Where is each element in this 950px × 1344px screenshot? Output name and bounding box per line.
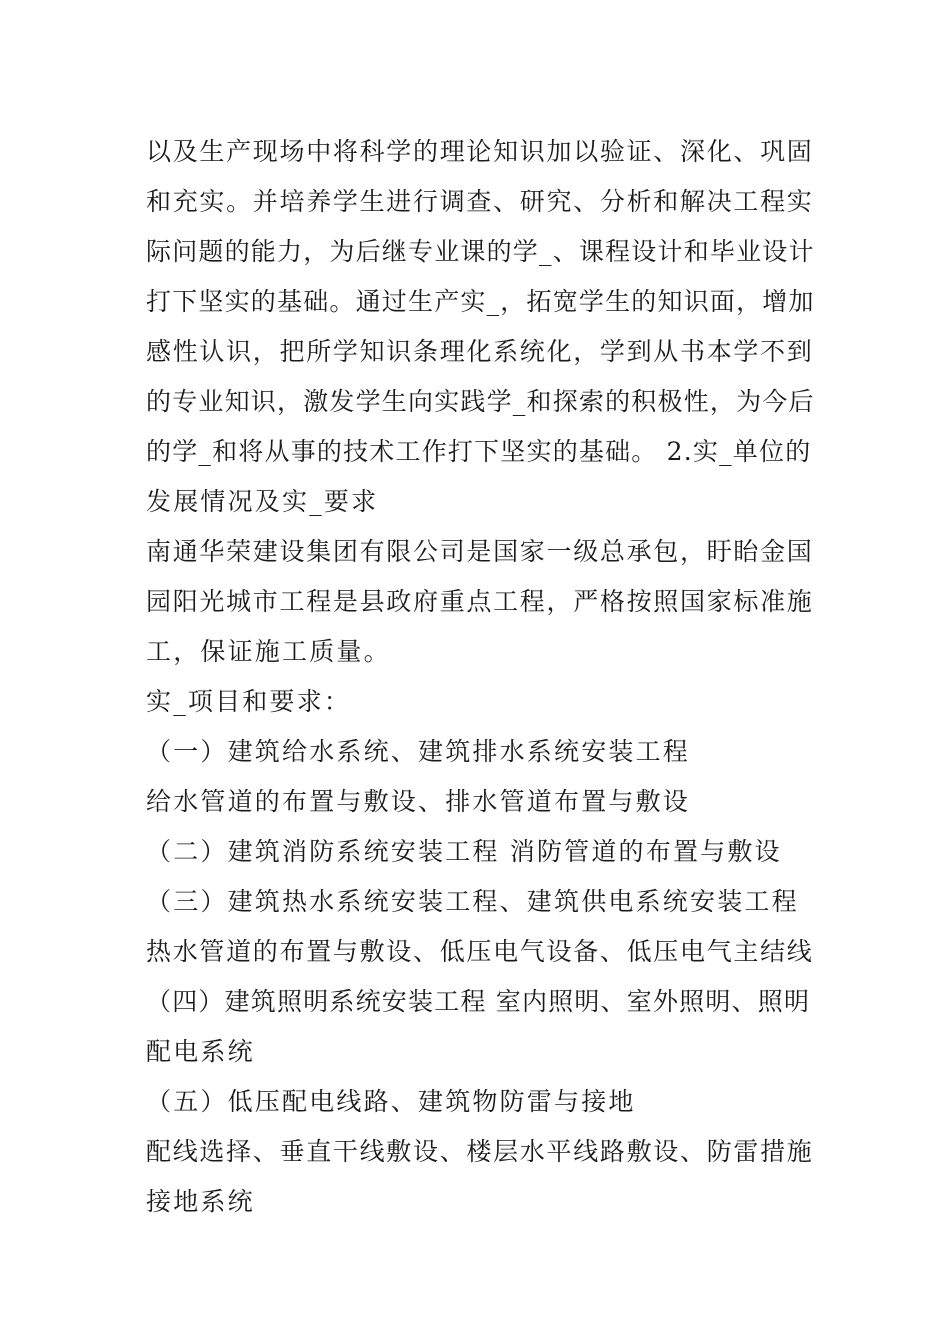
text-line: 给水管道的布置与敷设、排水管道布置与敷设 [146, 787, 691, 816]
text-line: 配电系统 [146, 1037, 255, 1066]
text-line: 实_项目和要求： [146, 687, 352, 716]
text-line: 热水管道的布置与敷设、低压电气设备、低压电气主结线 [146, 937, 814, 966]
text-line: 的学_和将从事的技术工作打下坚实的基础。 2.实_单位的 [146, 437, 812, 466]
text-line: （二）建筑消防系统安装工程 消防管道的布置与敷设 [146, 837, 782, 866]
text-line: （四）建筑照明系统安装工程 室内照明、室外照明、照明 [146, 987, 811, 1016]
text-line: （一）建筑给水系统、建筑排水系统安装工程 [146, 737, 691, 766]
text-line: 接地系统 [146, 1187, 255, 1216]
text-line: 的专业知识，激发学生向实践学_和探索的积极性，为今后 [146, 387, 815, 416]
text-line: 配线选择、垂直干线敷设、楼层水平线路敷设、防雷措施 [146, 1137, 814, 1166]
text-line: （五）低压配电线路、建筑物防雷与接地 [146, 1087, 636, 1116]
text-line: 发展情况及实_要求 [146, 487, 379, 516]
text-line: 打下坚实的基础。通过生产实_，拓宽学生的知识面，增加 [146, 287, 815, 316]
text-line: 和充实。并培养学生进行调查、研究、分析和解决工程实 [146, 187, 814, 216]
text-line: 以及生产现场中将科学的理论知识加以验证、深化、巩固 [146, 137, 814, 166]
text-line: 园阳光城市工程是县政府重点工程，严格按照国家标准施 [146, 587, 814, 616]
text-line: 际问题的能力，为后继专业课的学_、课程设计和毕业设计 [146, 237, 815, 266]
text-line: （三）建筑热水系统安装工程、建筑供电系统安装工程 [146, 887, 799, 916]
text-line: 感性认识，把所学知识条理化系统化，学到从书本学不到 [146, 337, 814, 366]
text-line: 工，保证施工质量。 [146, 637, 391, 666]
text-line: 南通华荣建设集团有限公司是国家一级总承包，盱眙金国 [146, 537, 814, 566]
